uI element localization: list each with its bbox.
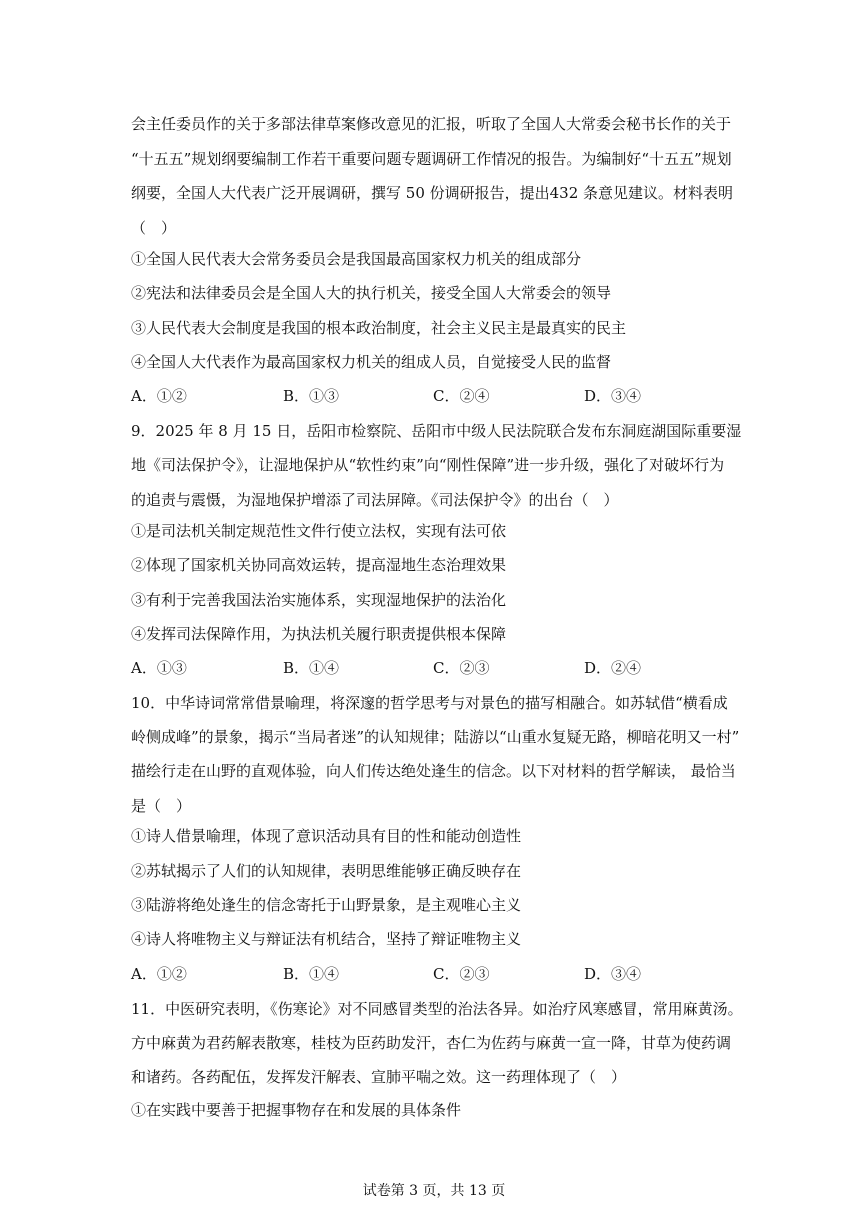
q8-stem-line-2: “十五五”规划纲要编制工作若干重要问题专题调研工作情况的报告。为编制好“十五五”规划 <box>131 150 732 168</box>
q8-statement-1: ①全国人民代表大会常务委员会是我国最高国家权力机关的组成部分 <box>131 250 582 268</box>
q9-option-a[interactable]: A．①③ <box>131 659 187 677</box>
q8-statement-3: ③人民代表大会制度是我国的根本政治制度，社会主义民主是最真实的民主 <box>131 319 627 337</box>
q8-answer-blank: （ ） <box>131 219 177 237</box>
q10-stem-line-1: 10．中华诗词常常借景喻理，将深邃的哲学思考与对景色的描写相融合。如苏轼借“横看成 <box>131 694 728 712</box>
q9-option-b[interactable]: B．①④ <box>283 659 340 677</box>
q9-statement-1: ①是司法机关制定规范性文件行使立法权，实现有法可依 <box>131 522 507 540</box>
q9-statement-4: ④发挥司法保障作用，为执法机关履行职责提供根本保障 <box>131 625 507 643</box>
q8-option-d[interactable]: D．③④ <box>584 387 642 405</box>
q10-option-d[interactable]: D．③④ <box>584 965 642 983</box>
q10-stem-line-3: 描绘行走在山野的直观体验，向人们传达绝处逢生的信念。以下对材料的哲学解读， 最恰当 <box>131 762 736 780</box>
q11-stem-line-3: 和诸药。各药配伍，发挥发汗解表、宣肺平喘之效。这一药理体现了（ ） <box>131 1068 627 1086</box>
q9-option-c[interactable]: C．②③ <box>433 659 490 677</box>
page-footer: 试卷第 3 页，共 13 页 <box>362 1183 506 1199</box>
q8-option-c[interactable]: C．②④ <box>433 387 490 405</box>
q10-option-c[interactable]: C．②③ <box>433 965 490 983</box>
q10-option-a[interactable]: A．①② <box>131 965 187 983</box>
q9-statement-2: ②体现了国家机关协同高效运转，提高湿地生态治理效果 <box>131 556 507 574</box>
q8-stem-line-1: 会主任委员作的关于多部法律草案修改意见的汇报，听取了全国人大常委会秘书长作的关于 <box>131 115 732 133</box>
q10-statement-1: ①诗人借景喻理，体现了意识活动具有目的性和能动创造性 <box>131 827 522 845</box>
q8-option-b[interactable]: B．①③ <box>283 387 340 405</box>
q11-stem-line-2: 方中麻黄为君药解表散寒，桂枝为臣药助发汗，杏仁为佐药与麻黄一宣一降，甘草为使药调 <box>131 1034 732 1052</box>
q9-stem-line-2: 地《司法保护令》，让湿地保护从“软性约束”向“刚性保障”进一步升级，强化了对破坏行为 <box>131 456 725 474</box>
q10-statement-2: ②苏轼揭示了人们的认知规律，表明思维能够正确反映存在 <box>131 862 522 880</box>
q9-option-d[interactable]: D．②④ <box>584 659 642 677</box>
q11-stem-line-1: 11．中医研究表明，《伤寒论》对不同感冒类型的治法各异。如治疗风寒感冒，常用麻黄汤。 <box>131 1000 743 1018</box>
q8-stem-line-3: 纲要，全国人大代表广泛开展调研，撰写 50 份调研报告，提出432 条意见建议。材料表明 <box>131 184 734 202</box>
q11-statement-1: ①在实践中要善于把握事物存在和发展的具体条件 <box>131 1101 462 1119</box>
q8-option-a[interactable]: A．①② <box>131 387 187 405</box>
q9-stem-line-3: 的追责与震慑，为湿地保护增添了司法屏障。《司法保护令》的出台（ ） <box>131 491 619 509</box>
q10-statement-4: ④诗人将唯物主义与辩证法有机结合，坚持了辩证唯物主义 <box>131 930 522 948</box>
q8-statement-2: ②宪法和法律委员会是全国人大的执行机关，接受全国人大常委会的领导 <box>131 284 612 302</box>
q10-stem-line-2: 岭侧成峰”的景象，揭示“当局者迷”的认知规律；陆游以“山重水复疑无路，柳暗花明又一村” <box>131 728 740 746</box>
q10-stem-line-4: 是（ ） <box>131 797 192 815</box>
q9-statement-3: ③有利于完善我国法治实施体系，实现湿地保护的法治化 <box>131 591 507 609</box>
q8-statement-4: ④全国人大代表作为最高国家权力机关的组成人员，自觉接受人民的监督 <box>131 353 612 371</box>
q9-stem-line-1: 9．2025 年 8 月 15 日，岳阳市检察院、岳阳市中级人民法院联合发布东洞庭湖国际重要湿 <box>131 422 742 440</box>
q10-option-b[interactable]: B．①④ <box>283 965 340 983</box>
q10-statement-3: ③陆游将绝处逢生的信念寄托于山野景象，是主观唯心主义 <box>131 896 522 914</box>
